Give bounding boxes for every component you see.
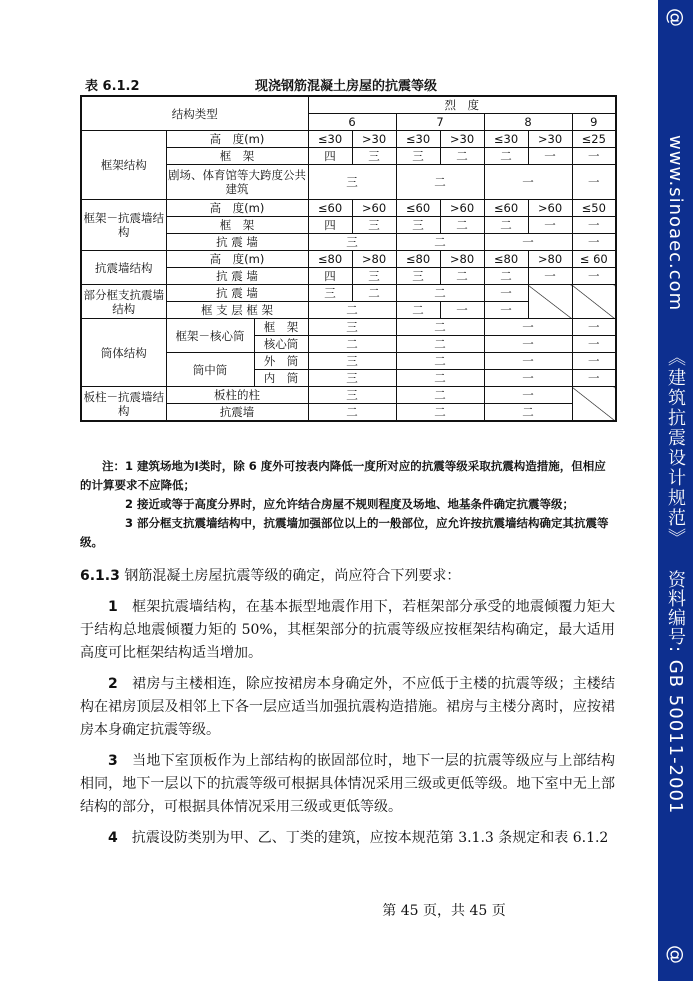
cell: 三: [308, 285, 352, 302]
item-number: 2: [108, 676, 118, 692]
cell: ≤30: [484, 131, 528, 148]
cell: 三: [352, 217, 396, 234]
row-label: 高 度(m): [166, 131, 308, 148]
item-text: 抗震设防类别为甲、乙、丁类的建筑，应按本规范第 3.1.3 条规定和表 6.1.2: [131, 830, 609, 846]
row-label: 抗 震 墙: [166, 234, 308, 251]
group-slab-column: 板柱－抗震墙结构: [81, 387, 166, 422]
row-label: 高 度(m): [166, 200, 308, 217]
sub-group-tube-in-tube: 筒中筒: [166, 353, 254, 387]
page-number: 第 45 页，共 45 页: [382, 903, 506, 919]
row-label: 外 筒: [254, 353, 308, 370]
cell: 三: [308, 234, 396, 251]
cell: 一: [572, 234, 616, 251]
group-tube: 筒体结构: [81, 319, 166, 387]
na-cell: [572, 285, 616, 319]
item-2: [80, 673, 615, 742]
group-frame: 框架结构: [81, 131, 166, 200]
cell: 一: [572, 148, 616, 165]
row-label: 板柱的柱: [166, 387, 308, 404]
note-3: 3 部分框支抗震墙结构中，抗震墙加强部位以上的一般部位，应允许按抗震墙结构确定其抗震等级。: [80, 516, 609, 549]
header-9: 9: [572, 114, 616, 131]
header-7: 7: [396, 114, 484, 131]
cell: ≤60: [308, 200, 352, 217]
cell: 二: [396, 370, 484, 387]
item-number: 1: [108, 599, 118, 615]
cell: >80: [528, 251, 572, 268]
cell: 二: [396, 165, 484, 200]
table-number: 表 6.1.2: [85, 79, 140, 94]
cell: 一: [484, 336, 572, 353]
cell: ≤ 60: [572, 251, 616, 268]
cell: 三: [352, 268, 396, 285]
cell: 二: [484, 268, 528, 285]
cell: 三: [352, 148, 396, 165]
cell: 三: [396, 217, 440, 234]
row-label: 抗 震 墙: [166, 285, 308, 302]
cell: 一: [528, 148, 572, 165]
cell: 二: [440, 217, 484, 234]
header-8: 8: [484, 114, 572, 131]
na-cell: [528, 285, 572, 319]
site-url: www.sinoaec.com: [665, 135, 686, 312]
cell: 四: [308, 148, 352, 165]
row-label: 内 筒: [254, 370, 308, 387]
row-label: 框 架: [254, 319, 308, 336]
cell: ≤60: [484, 200, 528, 217]
item-4: [80, 827, 615, 850]
cell: 一: [572, 353, 616, 370]
cell: 二: [308, 302, 396, 319]
cell: 三: [308, 353, 396, 370]
cell: >30: [528, 131, 572, 148]
cell: 一: [484, 285, 528, 302]
row-label: 剧场、体育馆等大跨度公共建筑: [166, 165, 308, 200]
cell: 三: [396, 268, 440, 285]
cell: 三: [308, 370, 396, 387]
cell: 二: [396, 387, 484, 404]
cell: 一: [572, 319, 616, 336]
cell: 三: [308, 319, 396, 336]
row-label: 抗震墙: [166, 404, 308, 422]
cell: 一: [484, 302, 528, 319]
cell: 一: [572, 165, 616, 200]
sidebar-banner: [658, 0, 693, 981]
cell: ≤25: [572, 131, 616, 148]
item-text: 当地下室顶板作为上部结构的嵌固部位时，地下一层的抗震等级应与上部结构相同，地下一层以下的抗震等级可根据具体情况采用三级或更低等级。地下室中无上部结构的部分，可根据具体情况采用三级或更低等级。: [80, 753, 616, 815]
cell: 二: [484, 148, 528, 165]
na-cell: [572, 387, 616, 422]
spec-title: 《建筑抗震设计规范》: [665, 348, 686, 548]
cell: 二: [440, 148, 484, 165]
cell: 二: [352, 285, 396, 302]
group-frame-wall: 框架－抗震墙结构: [81, 200, 166, 251]
cell: 一: [572, 336, 616, 353]
row-label: 高 度(m): [166, 251, 308, 268]
section-intro: 钢筋混凝土房屋抗震等级的确定，尚应符合下列要求：: [124, 568, 461, 584]
cell: 四: [308, 217, 352, 234]
cell: 二: [308, 336, 396, 353]
row-label: 核心筒: [254, 336, 308, 353]
doc-number: 资料编号: GB 50011-2001: [665, 570, 686, 815]
section-number: 6.1.3: [80, 568, 120, 584]
item-number: 4: [108, 830, 118, 846]
cell: 一: [484, 165, 572, 200]
cell: ≤80: [396, 251, 440, 268]
cell: >60: [352, 200, 396, 217]
seismic-grade-table: [80, 95, 617, 422]
table-caption: 现浇钢筋混凝土房屋的抗震等级: [255, 79, 438, 94]
cell: 一: [528, 217, 572, 234]
cell: 一: [572, 370, 616, 387]
section-heading: [80, 565, 615, 588]
item-3: [80, 750, 615, 819]
cell: 二: [396, 336, 484, 353]
cell: 二: [308, 404, 396, 422]
cell: 一: [440, 302, 484, 319]
cell: 一: [484, 234, 572, 251]
cell: 二: [396, 285, 484, 302]
page-footer: [0, 900, 658, 920]
cell: 二: [440, 268, 484, 285]
cell: 一: [528, 268, 572, 285]
group-wall: 抗震墙结构: [81, 251, 166, 285]
cell: 三: [396, 148, 440, 165]
cell: 三: [308, 165, 396, 200]
row-label: 框 支 层 框 架: [166, 302, 308, 319]
row-label: 框 架: [166, 217, 308, 234]
cell: >60: [528, 200, 572, 217]
sub-group-frame-core: 框架－核心筒: [166, 319, 254, 353]
cell: >30: [440, 131, 484, 148]
cell: 二: [484, 404, 572, 422]
cell: ≤60: [396, 200, 440, 217]
row-label: 抗 震 墙: [166, 268, 308, 285]
note-1: 注：1 建筑场地为Ⅰ类时，除 6 度外可按表内降低一度所对应的抗震等级采取抗震构造措施，但相应的计算要求不应降低；: [80, 459, 606, 492]
cell: ≤80: [308, 251, 352, 268]
cell: 二: [396, 404, 484, 422]
cell: 二: [484, 217, 528, 234]
cell: 二: [396, 319, 484, 336]
item-text: 裙房与主楼相连，除应按裙房本身确定外，不应低于主楼的抗震等级；主楼结构在裙房顶层及相邻上下各一层应适当加强抗震构造措施。裙房与主楼分离时，应按裙房本身确定抗震等级。: [80, 676, 616, 738]
cell: 一: [484, 370, 572, 387]
cell: 四: [308, 268, 352, 285]
item-1: [80, 596, 615, 665]
cell: 一: [484, 353, 572, 370]
note-2: 2 接近或等于高度分界时，应允许结合房屋不规则程度及场地、地基条件确定抗震等级；: [125, 497, 575, 511]
header-structure-type: 结构类型: [81, 96, 308, 131]
section-body: [80, 565, 615, 858]
cell: >80: [352, 251, 396, 268]
cell: ≤50: [572, 200, 616, 217]
item-number: 3: [108, 753, 118, 769]
at-sign-top: @: [665, 8, 687, 27]
cell: ≤30: [308, 131, 352, 148]
cell: ≤30: [396, 131, 440, 148]
cell: >30: [352, 131, 396, 148]
header-intensity: 烈 度: [308, 96, 616, 114]
header-6: 6: [308, 114, 396, 131]
cell: 一: [572, 217, 616, 234]
cell: 三: [308, 387, 396, 404]
cell: 一: [484, 387, 572, 404]
at-sign-bottom: @: [665, 945, 687, 964]
cell: 二: [396, 234, 484, 251]
cell: 一: [484, 319, 572, 336]
row-label: 框 架: [166, 148, 308, 165]
group-partial-frame: 部分框支抗震墙结构: [81, 285, 166, 319]
item-text: 框架抗震墙结构，在基本振型地震作用下，若框架部分承受的地震倾覆力矩大于结构总地震倾覆力矩的 50%，其框架部分的抗震等级应按框架结构确定，最大适用高度可比框架结构适当增加。: [80, 599, 616, 661]
cell: 二: [396, 302, 440, 319]
table-notes: [80, 457, 615, 552]
cell: 一: [572, 268, 616, 285]
cell: >80: [440, 251, 484, 268]
cell: ≤80: [484, 251, 528, 268]
cell: >60: [440, 200, 484, 217]
cell: 二: [396, 353, 484, 370]
